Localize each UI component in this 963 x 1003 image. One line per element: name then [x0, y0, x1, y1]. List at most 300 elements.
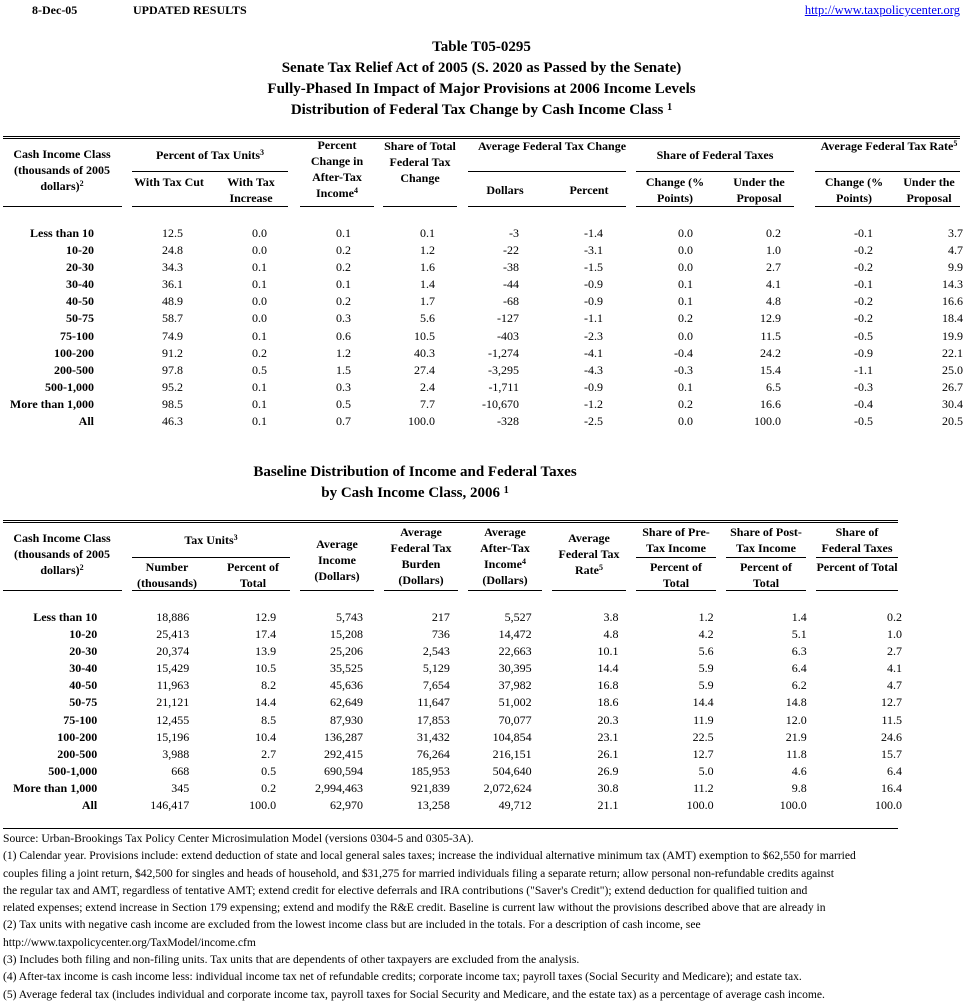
table-cell: 5.9: [698, 678, 714, 693]
baseline-title-line2: [0, 483, 830, 504]
t1-header-percent: Percent: [569, 183, 609, 197]
table-cell: 20,374: [156, 644, 190, 659]
t2-header-share-fed-pct: Percent of Total: [816, 560, 898, 574]
t1-header-dollars: Dollars: [486, 183, 524, 197]
table-cell: 31,432: [416, 729, 450, 744]
t2-share-fed-underline: [816, 590, 898, 591]
table-cell: 12.7: [692, 746, 714, 761]
table-cell: 58.7: [162, 311, 183, 326]
t2-header-share-pre-pct: Percent of Total: [649, 560, 703, 590]
table-cell: -3.1: [584, 243, 603, 258]
table-cell: 49,712: [498, 798, 532, 813]
table-cell: 14.4: [597, 661, 619, 676]
table-cell: 100.0: [686, 798, 714, 813]
table-cell: -1,274: [488, 345, 519, 360]
table-cell: 0.0: [678, 328, 693, 343]
t2-share-post-rule: [726, 557, 806, 558]
t2-share-post-underline: [726, 590, 806, 591]
table-cell: -0.1: [854, 226, 873, 240]
income-class-label: More than 1,000: [9, 396, 94, 411]
tpc-link[interactable]: http://www.taxpolicycenter.org: [804, 3, 960, 17]
table-row: [0, 712, 902, 729]
table-row: [0, 694, 902, 711]
table-cell: 0.0: [252, 243, 267, 258]
income-class-label: Less than 10: [29, 226, 94, 240]
baseline-title-line1: Baseline Distribution of Income and Federal Taxes: [253, 464, 577, 480]
table-cell: 26.9: [597, 763, 619, 778]
table-cell: -127: [497, 311, 519, 326]
table-cell: 51,002: [498, 695, 532, 710]
table-cell: 5,129: [422, 661, 450, 676]
table-cell: 0.2: [678, 311, 693, 326]
table-cell: 0.1: [252, 396, 267, 411]
table-cell: 24.8: [162, 243, 183, 258]
table-cell: 4.7: [887, 678, 902, 693]
table-cell: 1.4: [791, 610, 807, 624]
table-cell: 1.6: [420, 260, 435, 275]
table-cell: 0.5: [336, 396, 351, 411]
table-cell: 217: [431, 610, 450, 624]
table-cell: 2,543: [422, 644, 450, 659]
table-cell: 12.0: [785, 712, 807, 727]
table-row: [0, 328, 963, 345]
table-cell: 9.8: [791, 780, 807, 795]
table-cell: 0.1: [678, 277, 693, 292]
t2-header-class: [3, 530, 121, 578]
footnote-ref: 1: [667, 102, 673, 113]
t2-header-class-text: Cash Income Class (thousands of 2005 dollars): [13, 531, 111, 577]
income-class-label: 500-1,000: [48, 763, 98, 778]
table-cell: 34.3: [162, 260, 183, 275]
t2-header-avg-rate-text: Average Federal Tax Rate: [558, 531, 620, 577]
table-cell: 0.0: [252, 294, 267, 309]
table-cell: 0.1: [420, 226, 435, 240]
table-cell: 14.4: [255, 695, 277, 710]
t2-header-pct-total: Percent of Total: [226, 560, 280, 590]
table-cell: 14.8: [785, 695, 807, 710]
table-cell: -328: [497, 414, 519, 429]
table-cell: 0.1: [252, 379, 267, 394]
footnote-ref: 5: [599, 563, 603, 572]
table-cell: 62,649: [330, 695, 364, 710]
table-cell: 10.4: [255, 729, 277, 744]
income-class-label: 100-200: [57, 729, 98, 744]
table-cell: 22.1: [942, 345, 963, 360]
footnote-ref: 1: [503, 485, 509, 496]
table-cell: 0.5: [252, 362, 267, 377]
table-cell: 0.0: [678, 243, 693, 258]
table-cell: 5,527: [504, 610, 532, 624]
table-cell: 0.1: [678, 294, 693, 309]
table-cell: 100.0: [875, 798, 902, 813]
table-cell: 9.9: [948, 260, 963, 275]
table-row: [0, 609, 902, 626]
table-cell: 0.5: [261, 763, 277, 778]
table-cell: 216,151: [492, 746, 532, 761]
table-row: [0, 763, 902, 780]
table-cell: 0.0: [252, 311, 267, 326]
table-cell: 0.0: [678, 414, 693, 429]
table-cell: -0.4: [854, 396, 873, 411]
table-cell: 4.6: [791, 763, 807, 778]
table-cell: 21,121: [156, 695, 190, 710]
table-cell: -0.9: [854, 345, 873, 360]
distribution-title-text: Distribution of Federal Tax Change by Cash Income Class: [290, 102, 664, 118]
t1-header-avg-rate: [815, 138, 963, 154]
table-cell: 0.2: [766, 226, 781, 240]
table-cell: 0.0: [678, 226, 693, 240]
t2-header-number: Number (thousands): [136, 560, 198, 590]
table-cell: 345: [171, 780, 190, 795]
table-row: [0, 729, 902, 746]
table-cell: 18.6: [597, 695, 619, 710]
table-cell: 24.6: [881, 729, 902, 744]
t2-share-fed-rule: [816, 557, 898, 558]
table-cell: 0.0: [252, 226, 267, 240]
table-cell: 15.4: [760, 362, 781, 377]
table-cell: 21.1: [597, 798, 619, 813]
table-cell: 76,264: [416, 746, 450, 761]
table-id: Table T05-0295: [432, 39, 531, 55]
footnote-ref: 2: [79, 179, 84, 188]
table-cell: -0.3: [674, 362, 693, 377]
table-cell: 25.0: [942, 362, 963, 377]
table-cell: 292,415: [324, 746, 364, 761]
table-cell: 12.7: [881, 695, 902, 710]
table-cell: 668: [171, 763, 190, 778]
t2-header-share-post-pct: Percent of Total: [739, 560, 793, 590]
table-cell: -1.5: [584, 260, 603, 275]
table-cell: -0.2: [854, 243, 873, 258]
table-row: [0, 362, 963, 379]
table-cell: 4.8: [766, 294, 781, 309]
baseline-title-line2-text: by Cash Income Class, 2006: [321, 485, 501, 501]
table-cell: 0.2: [261, 780, 277, 795]
t2-header-share-fed: Share of Federal Taxes: [821, 525, 893, 555]
t1-header-under-proposal: Under the Proposal: [733, 175, 785, 205]
table-cell: -3,295: [488, 362, 519, 377]
t1-header-class: [3, 146, 121, 194]
t1-tax-units-rule: [132, 171, 288, 172]
table-cell: 11.2: [693, 780, 714, 795]
impact-title: Fully-Phased In Impact of Major Provisions at 2006 Income Levels: [267, 81, 696, 97]
income-class-label: 20-30: [69, 644, 98, 659]
t1-header-class-text: Cash Income Class (thousands of 2005 dollars): [13, 147, 111, 193]
table-cell: 15,196: [156, 729, 190, 744]
table-row: [0, 746, 902, 763]
table-cell: 11.5: [760, 328, 781, 343]
table-cell: 0.1: [252, 414, 267, 429]
table-cell: 10.5: [414, 328, 435, 343]
table-cell: -0.2: [854, 294, 873, 309]
table-cell: 45,636: [330, 678, 364, 693]
t2-header-share-post: Share of Post-Tax Income: [730, 525, 802, 555]
table-cell: 98.5: [162, 396, 183, 411]
table-cell: -1.1: [584, 311, 603, 326]
table-cell: -68: [503, 294, 519, 309]
table-row: [0, 797, 902, 814]
table-cell: 48.9: [162, 294, 183, 309]
table-cell: -3: [509, 226, 519, 240]
table-cell: 690,594: [324, 763, 364, 778]
table-cell: -0.9: [584, 379, 603, 394]
table-cell: -1,711: [488, 379, 519, 394]
table-cell: 136,287: [324, 729, 364, 744]
table-cell: 22,663: [498, 644, 532, 659]
table-row: [0, 643, 902, 660]
table-cell: 5.0: [698, 763, 714, 778]
t1-header-tax-units: [132, 147, 288, 163]
table-cell: 91.2: [162, 345, 183, 360]
footnote-ref: 5: [953, 139, 958, 148]
table-cell: 15,429: [156, 661, 190, 676]
income-class-label: 75-100: [60, 328, 94, 343]
table-cell: -0.1: [854, 277, 873, 292]
income-class-label: 200-500: [54, 362, 94, 377]
table-cell: 12.9: [760, 311, 781, 326]
table-cell: -0.5: [854, 328, 873, 343]
t1-avg-change-underline: [468, 206, 626, 207]
table-cell: 7,654: [422, 678, 450, 693]
notes-separator: [3, 828, 898, 829]
table-cell: 0.1: [252, 260, 267, 275]
table-cell: 0.2: [336, 260, 351, 275]
table-cell: 736: [431, 627, 450, 642]
table-cell: 4.1: [887, 661, 902, 676]
t2-tax-units-rule: [132, 557, 290, 558]
footnote-ref: 3: [233, 533, 238, 542]
table-row: [0, 379, 963, 396]
table-cell: 17,853: [416, 712, 450, 727]
table2-top-rule: [3, 520, 898, 523]
footnote-1-line1: (1) Calendar year. Provisions include: extend deduction of state and local general sales taxes; increase the individual alternative minimum tax (AMT) exemption to $62,550 for married: [3, 849, 856, 863]
t1-avg-rate-rule: [815, 171, 960, 172]
table-cell: 16.6: [942, 294, 963, 309]
table-cell: 26.1: [597, 746, 619, 761]
table-cell: 13.9: [255, 644, 277, 659]
table-cell: 14.3: [942, 277, 963, 292]
table-cell: 104,854: [492, 729, 532, 744]
table-cell: 921,839: [410, 780, 450, 795]
table-cell: -4.1: [584, 345, 603, 360]
table-row: [0, 677, 902, 694]
income-class-label: 30-40: [69, 661, 98, 676]
table-cell: 16.4: [881, 780, 902, 795]
income-class-label: 10-20: [66, 243, 94, 258]
table-cell: 10.1: [597, 644, 619, 659]
table-cell: -0.2: [854, 260, 873, 275]
table-cell: 1.0: [766, 243, 781, 258]
footnotes: [3, 830, 961, 1003]
footnote-ref: 4: [354, 186, 358, 195]
table-cell: -4.3: [584, 362, 603, 377]
table-cell: 14.4: [692, 695, 714, 710]
top-bar: [0, 3, 963, 19]
table-cell: 16.6: [760, 396, 781, 411]
table-cell: -2.3: [584, 328, 603, 343]
table-cell: 0.1: [336, 277, 351, 292]
table-cell: 1.7: [420, 294, 435, 309]
income-class-label: 100-200: [54, 345, 94, 360]
table-cell: 2.7: [887, 644, 902, 659]
table-cell: 100.0: [249, 798, 277, 813]
table-cell: 15.7: [881, 746, 902, 761]
table-cell: 5.9: [698, 661, 714, 676]
table-row: [0, 293, 963, 310]
footnote-ref: 3: [260, 148, 265, 157]
table-cell: 0.2: [887, 610, 902, 624]
table-cell: 20.3: [597, 712, 619, 727]
table-cell: 70,077: [498, 712, 532, 727]
table-cell: 2.7: [766, 260, 781, 275]
table-cell: 3,988: [162, 746, 190, 761]
table-cell: 12,455: [156, 712, 190, 727]
table-cell: -0.3: [854, 379, 873, 394]
table-cell: 3.7: [948, 226, 963, 240]
t1-share-fed-underline: [636, 206, 794, 207]
t1-header-pct-change-text: Percent Change in After-Tax Income: [310, 138, 364, 200]
table-row: [0, 396, 963, 413]
table-cell: 8.2: [261, 678, 277, 693]
table-cell: 0.2: [252, 345, 267, 360]
table-cell: 6.4: [887, 763, 902, 778]
income-class-label: 40-50: [66, 294, 94, 309]
table-cell: -10,670: [482, 396, 519, 411]
table-cell: 23.1: [597, 729, 619, 744]
t1-header-rate-under-proposal: Under the Proposal: [903, 175, 955, 205]
table-cell: 87,930: [330, 712, 364, 727]
table-cell: 22.5: [692, 729, 714, 744]
footnote-1-line3: the regular tax and AMT, regardless of tentative AMT; extend credit for elective deferrals and IRA contributions ("Saver's Credit"); extend deduction for qualified tuition and: [3, 883, 808, 897]
table-cell: 30.4: [942, 396, 963, 411]
table-cell: 1.5: [336, 362, 351, 377]
t2-header-avg-income: Average Income (Dollars): [314, 537, 360, 583]
table-row: [0, 242, 963, 259]
t2-header-avg-aftertax-unit: (Dollars): [482, 573, 528, 587]
table-cell: 11.8: [786, 746, 807, 761]
table-cell: 6.2: [791, 678, 807, 693]
table-cell: 95.2: [162, 379, 183, 394]
table-cell: 0.0: [678, 260, 693, 275]
table-cell: 6.3: [791, 644, 807, 659]
table-cell: 5.6: [420, 311, 435, 326]
t1-avg-change-rule: [468, 171, 626, 172]
table-cell: -1.4: [584, 226, 603, 240]
table-cell: 62,970: [330, 798, 364, 813]
table-cell: 1.4: [420, 277, 435, 292]
table-cell: -0.2: [854, 311, 873, 326]
income-class-label: 50-75: [69, 695, 98, 710]
table-cell: 19.9: [942, 328, 963, 343]
t2-header-share-pre: Share of Pre-Tax Income: [642, 525, 710, 555]
t2-avg-income-underline: [300, 590, 374, 591]
table-cell: 5,743: [336, 610, 364, 624]
footnote-1-line4: related expenses; extend increase in Section 179 expensing; extend and modify the R&E credit. Baseline is current law without the provisions described above that are already in: [3, 901, 826, 915]
table-cell: -38: [503, 260, 519, 275]
t2-header-tax-units: [132, 532, 290, 548]
t2-header-avg-burden: Average Federal Tax Burden (Dollars): [390, 525, 452, 587]
footnote-2-link[interactable]: http://www.taxpolicycenter.org/TaxModel/income.cfm: [3, 935, 256, 949]
table-cell: -0.9: [584, 294, 603, 309]
income-class-label: 500-1,000: [45, 379, 94, 394]
table-cell: 11,963: [156, 678, 190, 693]
income-class-label: 30-40: [66, 277, 94, 292]
income-class-label: 20-30: [66, 260, 94, 275]
table-cell: 100.0: [779, 798, 807, 813]
table-cell: -22: [503, 243, 519, 258]
t2-avg-burden-underline: [384, 590, 458, 591]
table-cell: 10.5: [255, 661, 277, 676]
table-cell: -0.4: [674, 345, 693, 360]
t2-header-tax-units-text: Tax Units: [184, 533, 234, 547]
t1-header-avg-rate-text: Average Federal Tax Rate: [820, 139, 954, 153]
table-cell: 17.4: [255, 627, 277, 642]
table-row: [0, 626, 902, 643]
source-note: Source: Urban-Brookings Tax Policy Center Microsimulation Model (versions 0304-5 and 0305-3A).: [3, 832, 474, 845]
table-cell: 2,994,463: [315, 780, 364, 795]
table-cell: 0.2: [336, 243, 351, 258]
table-cell: -1.2: [584, 396, 603, 411]
table-cell: 14,472: [498, 627, 532, 642]
table-row: [0, 225, 963, 242]
table-cell: 25,413: [156, 627, 190, 642]
table-cell: 37,982: [498, 678, 532, 693]
table-cell: 4.1: [766, 277, 781, 292]
t1-header-avg-change: Average Federal Tax Change: [477, 139, 627, 153]
table-cell: 46.3: [162, 414, 183, 429]
table-cell: 146,417: [150, 798, 190, 813]
table-cell: 1.0: [887, 627, 902, 642]
table-cell: 0.1: [252, 328, 267, 343]
table-cell: 185,953: [410, 763, 450, 778]
t1-share-total-underline: [383, 206, 457, 207]
table-cell: 6.4: [791, 661, 807, 676]
table-cell: 13,258: [416, 798, 450, 813]
table-cell: 18,886: [156, 610, 190, 624]
income-class-label: 40-50: [69, 678, 98, 693]
t2-class-underline: [3, 590, 122, 591]
table-cell: 11.9: [693, 712, 714, 727]
t1-share-fed-rule: [636, 171, 794, 172]
footnote-4: (4) After-tax income is cash income less: individual income tax net of refundable credits; corporate income tax; payroll taxes (Social Security and Medicare); and estate tax.: [3, 970, 802, 984]
report-status: UPDATED RESULTS: [133, 3, 247, 17]
t2-share-pre-underline: [636, 590, 716, 591]
t1-avg-rate-underline: [815, 206, 960, 207]
t2-avg-rate-underline: [552, 590, 626, 591]
table-cell: 0.7: [336, 414, 351, 429]
table-cell: 3.8: [603, 610, 619, 624]
table-row: [0, 660, 902, 677]
t1-header-rate-change-pts: Change (% Points): [824, 175, 884, 205]
table-cell: 74.9: [162, 328, 183, 343]
t1-with-cut-underline: [132, 206, 288, 207]
table-cell: 21.9: [785, 729, 807, 744]
report-date: 8-Dec-05: [32, 3, 78, 17]
table-cell: -2.5: [584, 414, 603, 429]
document-title: [0, 37, 963, 121]
t2-tax-units-underline: [132, 590, 290, 591]
table-cell: 30.8: [597, 780, 619, 795]
table-cell: -403: [497, 328, 519, 343]
table-cell: 0.1: [678, 379, 693, 394]
table-row: [0, 276, 963, 293]
t2-header-avg-aftertax: [468, 524, 542, 588]
table-cell: 4.7: [948, 243, 963, 258]
table-cell: 1.2: [698, 610, 714, 624]
table-cell: 0.2: [678, 396, 693, 411]
table-cell: 18.4: [942, 311, 963, 326]
table-cell: 0.1: [252, 277, 267, 292]
